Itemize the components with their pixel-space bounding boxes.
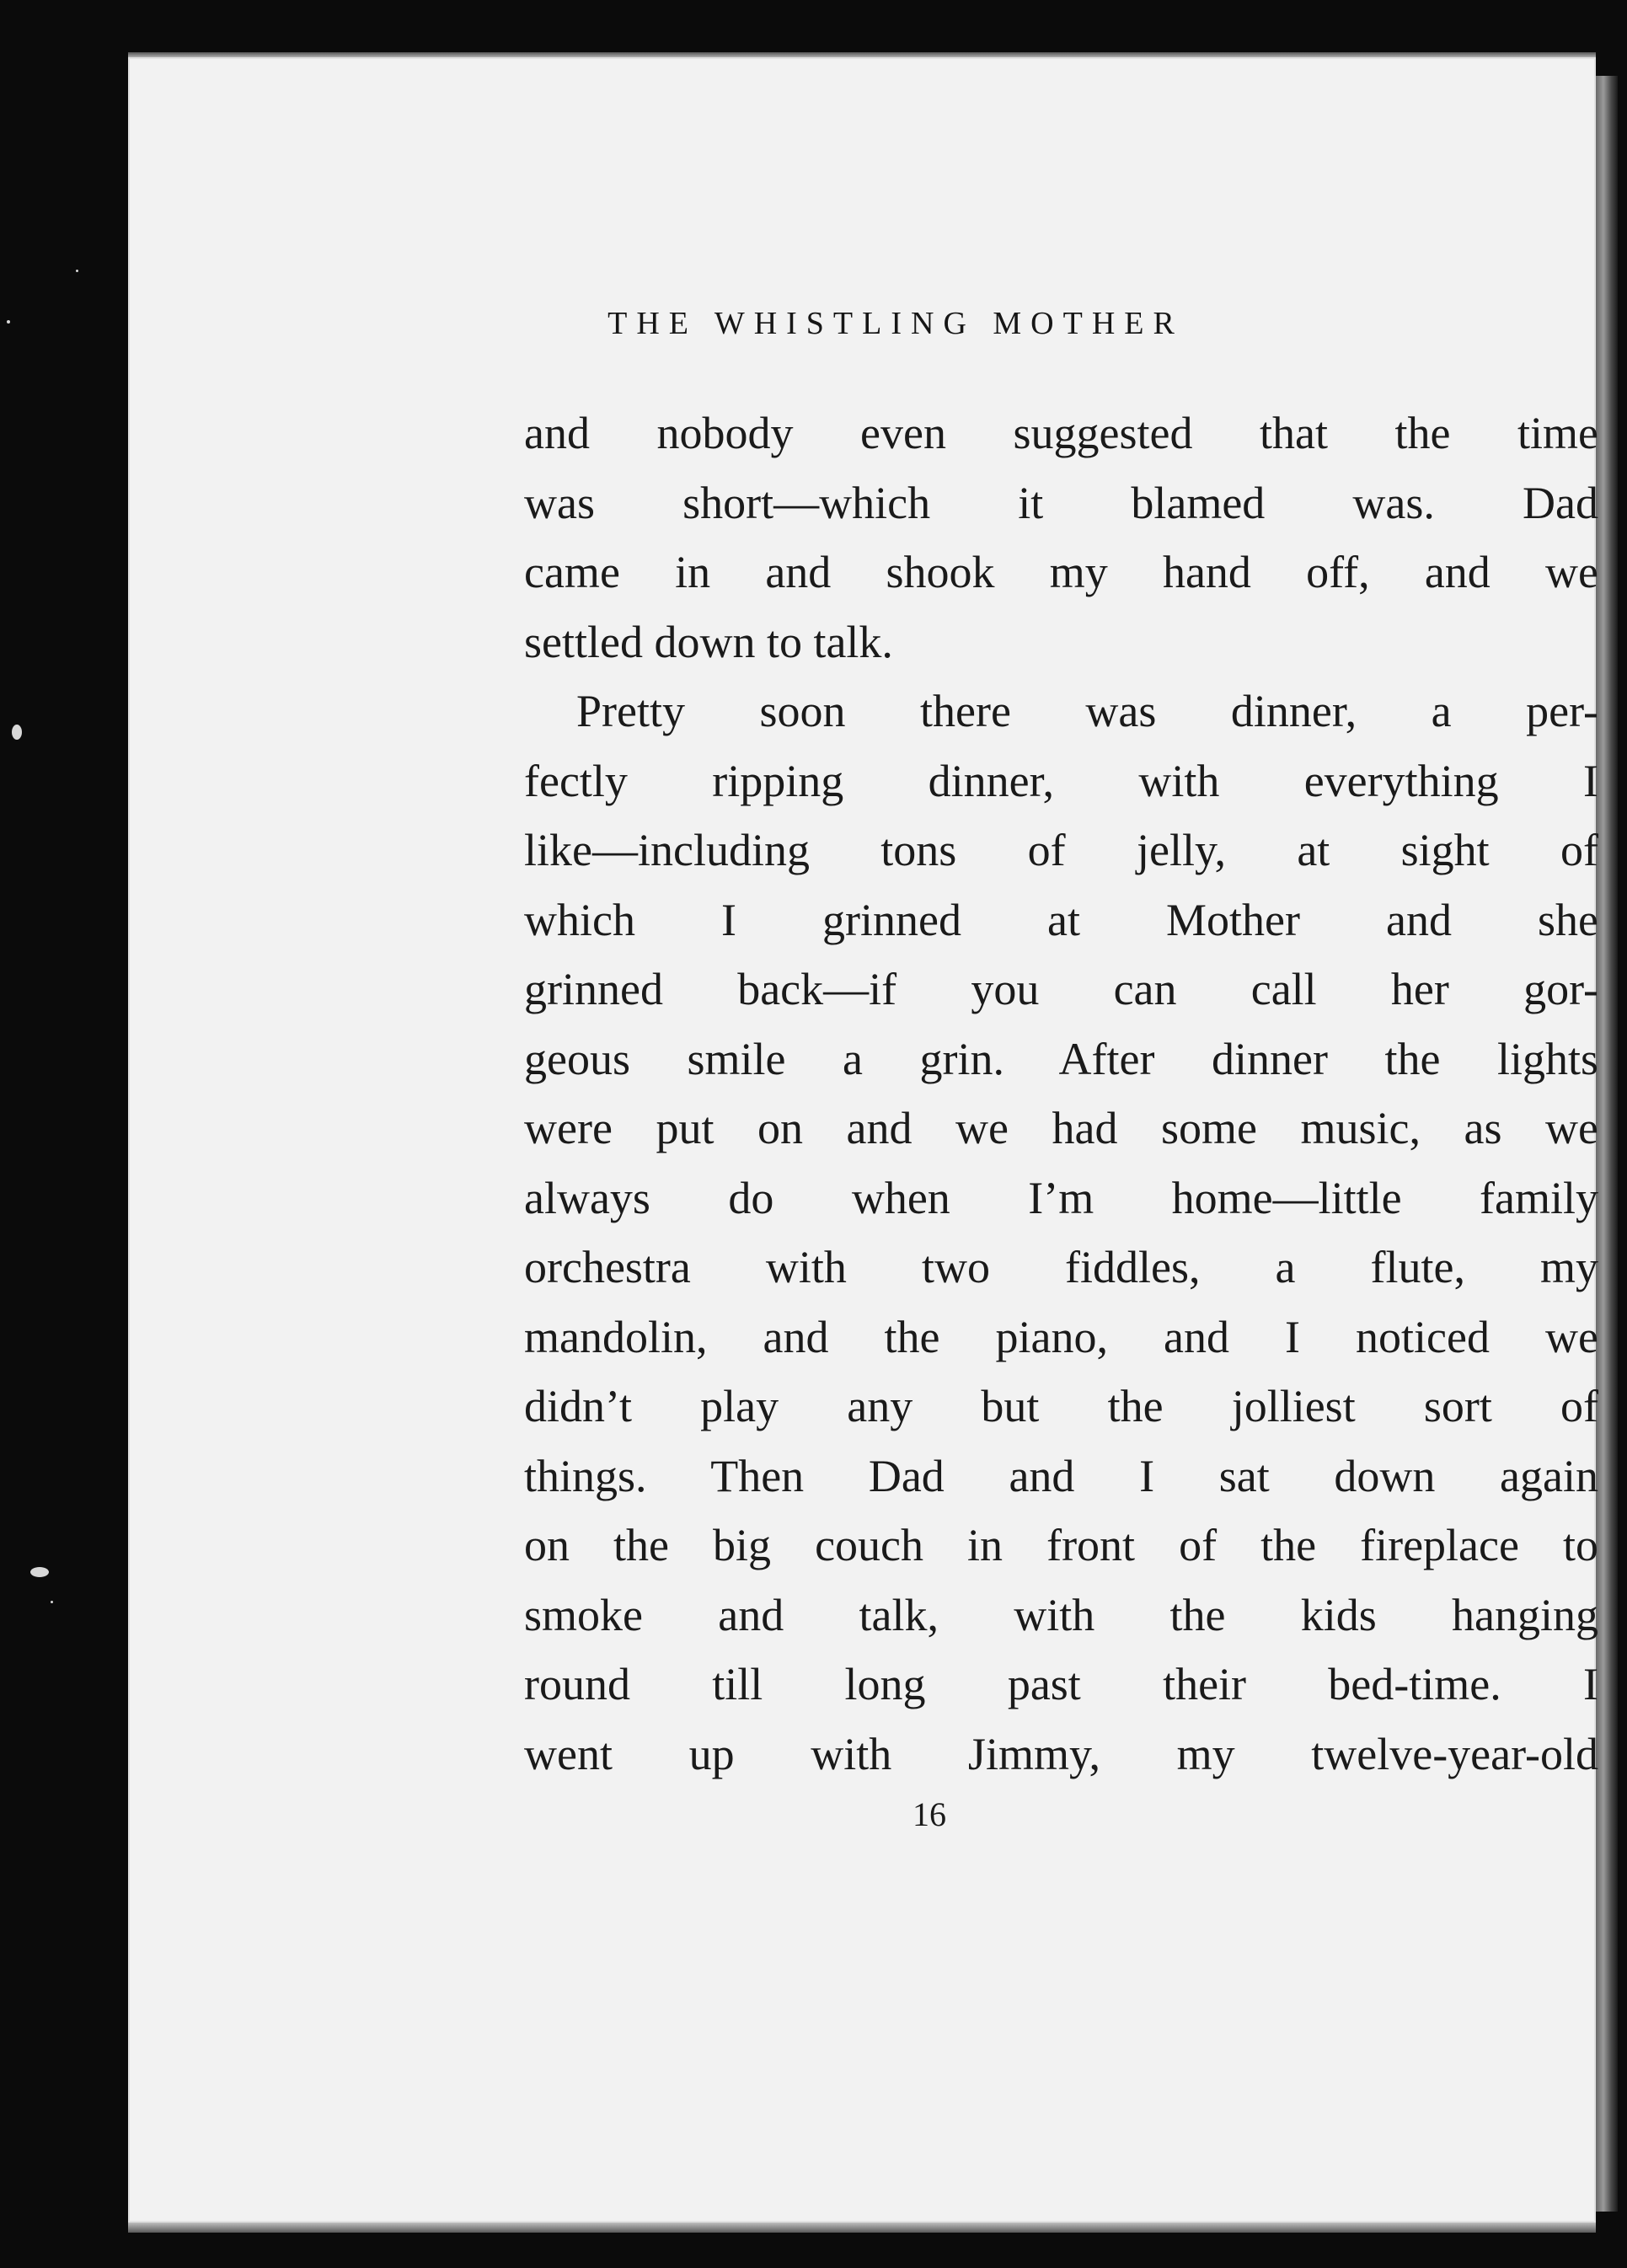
book-page — [128, 57, 1596, 2223]
page-number: 16 — [913, 1795, 946, 1833]
dust-speck — [51, 1601, 53, 1603]
text-line: went up with Jimmy, my twelve-year-old — [524, 1728, 1598, 1779]
text-line: always do when I’m home—little family — [524, 1172, 1598, 1223]
page-right-edge — [1596, 76, 1618, 2212]
text-line: settled down to talk. — [524, 616, 893, 667]
text-line: came in and shook my hand off, and we — [524, 547, 1598, 597]
text-line: mandolin, and the piano, and I noticed we — [524, 1311, 1598, 1362]
text-line: didn’t play any but the jolliest sort of — [524, 1381, 1598, 1431]
dust-speck — [30, 1567, 49, 1577]
text-line: things. Then Dad and I sat down again — [524, 1450, 1598, 1501]
text-line: like—including tons of jelly, at sight of — [524, 825, 1598, 875]
dust-speck — [12, 725, 22, 740]
text-line: grinned back—if you can call her gor- — [524, 964, 1598, 1014]
text-line: and nobody even suggested that the time — [524, 408, 1598, 458]
paragraph — [524, 677, 1598, 1789]
text-line: orchestra with two fiddles, a flute, my — [524, 1242, 1598, 1292]
text-line: round till long past their bed-time. I — [524, 1659, 1598, 1709]
text-line: fectly ripping dinner, with everything I — [524, 755, 1598, 806]
text-line: which I grinned at Mother and she — [524, 894, 1598, 945]
text-line: was short—which it blamed was. Dad — [524, 477, 1598, 528]
text-line: were put on and we had some music, as we — [524, 1103, 1598, 1153]
body-text — [524, 399, 1598, 1789]
text-line: Pretty soon there was dinner, a per- — [576, 686, 1598, 736]
dust-speck — [76, 270, 78, 272]
page-bottom-edge — [128, 2221, 1596, 2233]
paragraph — [524, 399, 1598, 677]
dust-speck — [7, 320, 10, 324]
running-head: THE WHISTLING MOTHER — [607, 306, 1184, 341]
text-line: smoke and talk, with the kids hanging — [524, 1589, 1598, 1640]
text-line: on the big couch in front of the fireplace to — [524, 1520, 1598, 1570]
text-line: geous smile a grin. After dinner the lights — [524, 1033, 1598, 1084]
